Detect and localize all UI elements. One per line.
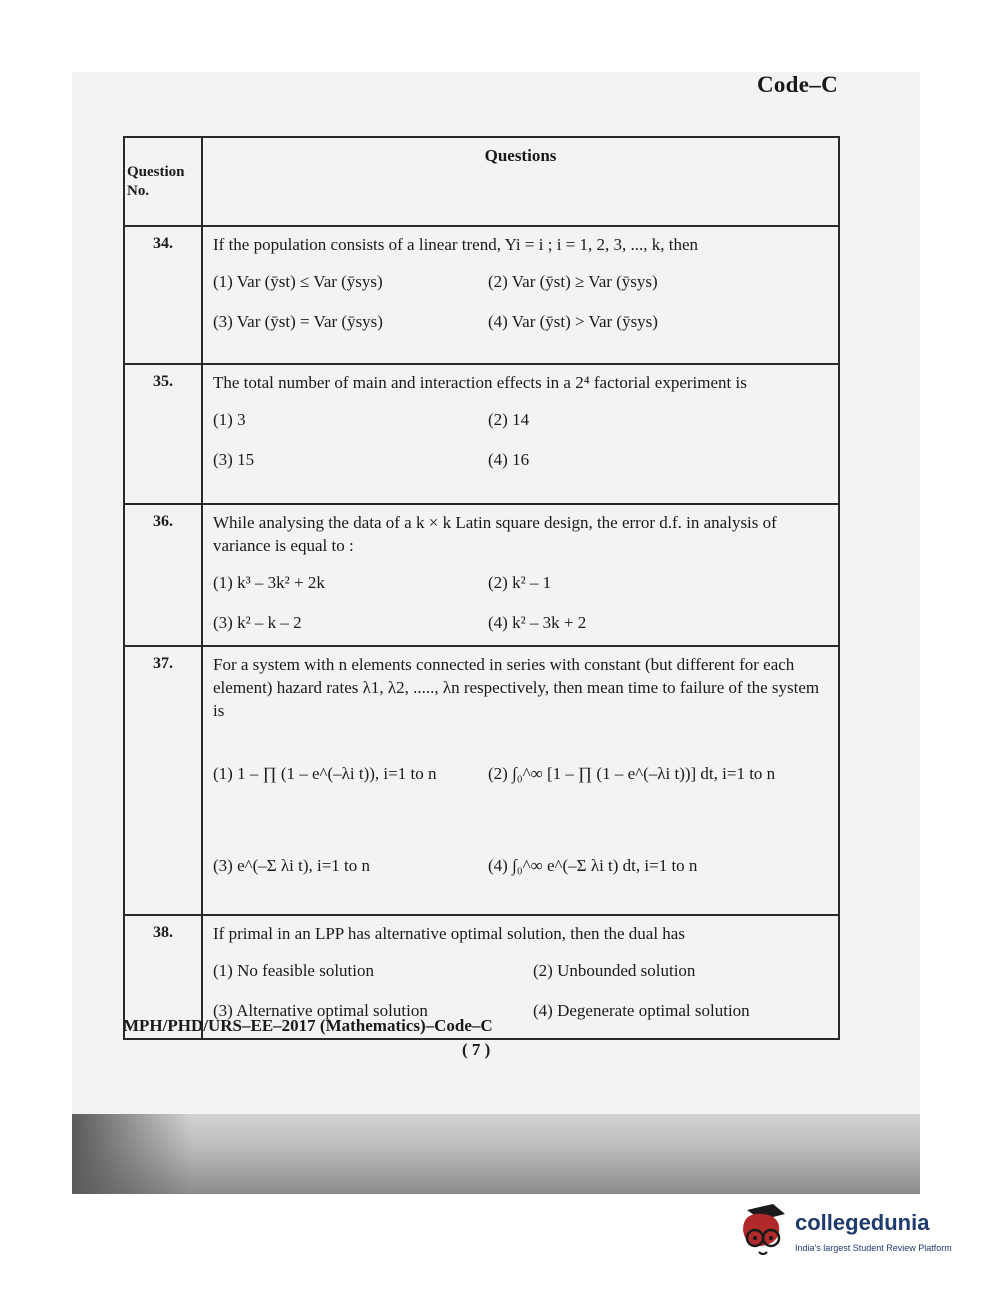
question-row bbox=[124, 226, 839, 364]
exam-footer: MPH/PHD/URS–EE–2017 (Mathematics)–Code–C bbox=[123, 1016, 493, 1035]
question-number: 34. bbox=[124, 226, 202, 364]
option-1: (1) k³ – 3k² + 2k bbox=[213, 572, 325, 592]
options-grid bbox=[213, 730, 832, 908]
question-body bbox=[202, 646, 839, 915]
question-body bbox=[202, 364, 839, 504]
question-row bbox=[124, 504, 839, 646]
collegedunia-logo bbox=[733, 1200, 968, 1265]
option-2: (2) ∫₀^∞ [1 – ∏ (1 – e^(–λi t))] dt, i=1 to n bbox=[488, 763, 776, 783]
question-stem: While analysing the data of a k × k Latin square design, the error d.f. in analysis of variance is equal to : bbox=[213, 513, 777, 555]
scan-edge-shadow bbox=[72, 1114, 920, 1194]
option-1: (1) 3 bbox=[213, 409, 246, 429]
header-questions: Questions bbox=[202, 137, 839, 226]
question-table bbox=[123, 136, 840, 1040]
option-2: (2) Var (ȳst) ≥ Var (ȳsys) bbox=[488, 271, 658, 291]
option-3: (3) Alternative optimal solution bbox=[213, 1000, 428, 1020]
options-grid bbox=[213, 565, 832, 639]
option-2: (2) 14 bbox=[488, 409, 530, 429]
option-4: (4) k² – 3k + 2 bbox=[488, 612, 587, 632]
option-4: (4) ∫₀^∞ e^(–Σ λi t) dt, i=1 to n bbox=[488, 855, 698, 875]
question-number: 38. bbox=[124, 915, 202, 1039]
option-4: (4) Var (ȳst) > Var (ȳsys) bbox=[488, 311, 658, 331]
option-1: (1) 1 – ∏ (1 – e^(–λi t)), i=1 to n bbox=[213, 763, 437, 783]
option-3: (3) k² – k – 2 bbox=[213, 612, 302, 632]
options-grid bbox=[213, 402, 832, 476]
question-row bbox=[124, 364, 839, 504]
question-number: 35. bbox=[124, 364, 202, 504]
question-body bbox=[202, 226, 839, 364]
question-stem: The total number of main and interaction effects in a 2⁴ factorial experiment is bbox=[213, 373, 747, 392]
question-number: 37. bbox=[124, 646, 202, 915]
header-question-no: Question No. bbox=[124, 137, 202, 226]
options-grid bbox=[213, 264, 832, 338]
option-3: (3) 15 bbox=[213, 449, 255, 469]
logo-wordmark: collegedunia bbox=[795, 1210, 930, 1235]
option-3: (3) e^(–Σ λi t), i=1 to n bbox=[213, 855, 371, 875]
option-4: (4) Degenerate optimal solution bbox=[533, 1000, 750, 1020]
question-stem: If the population consists of a linear trend, Yi = i ; i = 1, 2, 3, ..., k, then bbox=[213, 235, 699, 254]
option-2: (2) k² – 1 bbox=[488, 572, 552, 592]
paper-code: Code–C bbox=[756, 72, 838, 97]
mascot-icon bbox=[733, 1200, 791, 1260]
question-body bbox=[202, 504, 839, 646]
page-number: ( 7 ) bbox=[462, 1040, 491, 1059]
table-header-row bbox=[124, 137, 839, 226]
option-1: (1) No feasible solution bbox=[213, 960, 374, 980]
option-1: (1) Var (ȳst) ≤ Var (ȳsys) bbox=[213, 271, 383, 291]
scanned-page bbox=[72, 72, 920, 1194]
logo-tagline: India's largest Student Review Platform bbox=[795, 1243, 952, 1253]
question-number: 36. bbox=[124, 504, 202, 646]
option-2: (2) Unbounded solution bbox=[533, 960, 696, 980]
question-stem: For a system with n elements connected in series with constant (but different for each element) hazard rates λ1, λ2, ....., λn respectively, then mean time to failure of the system is bbox=[213, 655, 820, 720]
question-stem: If primal in an LPP has alternative optimal solution, then the dual has bbox=[213, 924, 685, 943]
option-4: (4) 16 bbox=[488, 449, 530, 469]
option-3: (3) Var (ȳst) = Var (ȳsys) bbox=[213, 311, 383, 331]
question-row bbox=[124, 646, 839, 915]
